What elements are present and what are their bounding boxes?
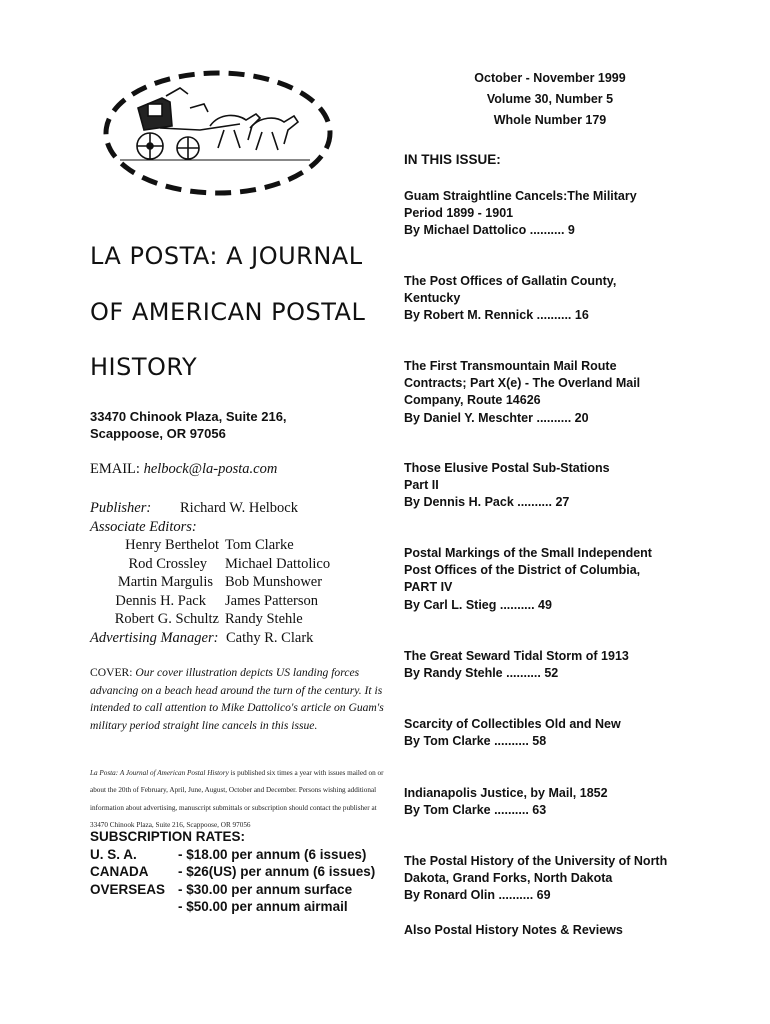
toc-line: Contracts; Part X(e) - The Overland Mail <box>404 376 641 391</box>
toc-entry[interactable] <box>404 853 704 905</box>
toc-entry[interactable] <box>404 545 704 614</box>
editor-name: Tom Clarke <box>225 537 294 553</box>
editor-name: Henry Berthelot <box>125 537 219 553</box>
editor-name: Michael Dattolico <box>225 555 331 572</box>
editor-name: Bob Munshower <box>225 574 323 590</box>
toc-entry[interactable] <box>404 648 704 682</box>
toc-line: Part II <box>404 478 439 493</box>
editor-name: Dennis H. Pack <box>115 592 206 609</box>
staff-listing <box>90 499 390 649</box>
cover-text: Our cover illustration depicts US landing forces advancing on a beach head around the turn of the century. It is intended to call attention to Mike Dattolico's article on Guam's military period straight line cancels in this issue. <box>90 666 384 733</box>
advertising-manager-label: Advertising Manager: <box>90 629 219 646</box>
toc-line: By Dennis H. Pack .......... 27 <box>404 495 570 510</box>
editor-name: Rod Crossley <box>128 555 207 572</box>
subscription-rates <box>90 828 390 918</box>
issue-volume: Volume 30, Number 5 <box>486 92 614 106</box>
toc-line: By Michael Dattolico .......... 9 <box>404 223 575 238</box>
publisher-label: Publisher: <box>90 500 152 516</box>
email-link[interactable]: helbock@la-posta.com <box>143 461 278 477</box>
toc-line: By Randy Stehle .......... 52 <box>404 666 559 681</box>
journal-title-line-2: OF AMERICAN POSTAL <box>90 298 366 326</box>
toc-entry[interactable] <box>404 358 704 427</box>
toc-line: Indianapolis Justice, by Mail, 1852 <box>404 786 608 800</box>
toc-line: The Postal History of the University of North <box>404 854 668 868</box>
toc-line: The Great Seward Tidal Storm of 1913 <box>404 649 629 663</box>
toc-entry[interactable] <box>404 188 704 240</box>
publication-notice-text: is published six times a year with issues mailed on or about the 20th of February, April, June, August, October and December. Persons wishing additional information about advertising, manuscript submittals or subscription should contact the publisher at 33470 Chinook Plaza, Suite 216, Scappoose, OR 97056 <box>90 769 384 830</box>
email-line <box>90 461 277 478</box>
toc-line: The First Transmountain Mail Route <box>404 359 617 373</box>
rate-value: - $30.00 per annum surface <box>178 881 353 897</box>
associate-editors-label: Associate Editors: <box>90 518 197 535</box>
editor-name: Robert G. Schultz <box>114 611 219 627</box>
toc-line: By Ronard Olin .......... 69 <box>404 888 551 903</box>
rate-region: OVERSEAS <box>90 881 166 897</box>
cover-note <box>90 664 390 735</box>
rate-region: U. S. A. <box>90 846 137 862</box>
toc-entry[interactable] <box>404 922 704 939</box>
stagecoach-icon <box>120 88 310 160</box>
toc-line: By Tom Clarke .......... 63 <box>404 803 547 818</box>
email-label: EMAIL: <box>90 461 144 477</box>
toc-line: Post Offices of the District of Columbia, <box>404 563 641 578</box>
toc-line: Dakota, Grand Forks, North Dakota <box>404 871 613 886</box>
publication-notice <box>90 765 386 835</box>
journal-name: La Posta: A Journal of American Postal History <box>90 769 229 777</box>
toc-entry[interactable] <box>404 716 704 750</box>
subscription-heading: SUBSCRIPTION RATES: <box>90 829 246 844</box>
toc-line: Period 1899 - 1901 <box>404 206 514 221</box>
editor-name: James Patterson <box>225 592 319 609</box>
address-line-2: Scappoose, OR 97056 <box>90 426 226 441</box>
in-this-issue-heading: IN THIS ISSUE: <box>404 152 501 167</box>
toc-line: By Carl L. Stieg .......... 49 <box>404 597 552 612</box>
stagecoach-logo <box>100 68 336 198</box>
toc-line: The Post Offices of Gallatin County, <box>404 274 617 288</box>
advertising-manager-name: Cathy R. Clark <box>226 629 314 646</box>
toc-line: Company, Route 14626 <box>404 393 541 408</box>
toc-entry[interactable] <box>404 273 704 325</box>
toc-line: By Robert M. Rennick .......... 16 <box>404 308 589 323</box>
issue-date: October - November 1999 <box>474 71 626 85</box>
toc-line: Guam Straightline Cancels:The Military <box>404 189 637 203</box>
toc-line: Also Postal History Notes & Reviews <box>404 923 623 937</box>
issue-whole-number: Whole Number 179 <box>493 113 607 127</box>
rate-value: - $18.00 per annum (6 issues) <box>178 846 367 862</box>
editor-name: Randy Stehle <box>225 611 303 627</box>
journal-title-line-1: LA POSTA: A JOURNAL <box>90 242 363 270</box>
toc-line: Postal Markings of the Small Independent <box>404 546 652 560</box>
rate-value: - $26(US) per annum (6 issues) <box>178 864 376 879</box>
rate-region: CANADA <box>90 864 149 879</box>
toc-line: Scarcity of Collectibles Old and New <box>404 717 621 731</box>
publisher-name: Richard W. Helbock <box>180 500 298 516</box>
journal-title-line-3: HISTORY <box>90 353 198 381</box>
address-line-1: 33470 Chinook Plaza, Suite 216, <box>90 409 287 424</box>
issue-header <box>400 68 700 131</box>
toc-line: Those Elusive Postal Sub-Stations <box>404 461 610 475</box>
toc-line: Kentucky <box>404 291 461 306</box>
toc-entry[interactable] <box>404 460 704 512</box>
cover-label: COVER: <box>90 666 136 679</box>
toc-entry[interactable] <box>404 785 704 819</box>
publisher-address <box>90 408 287 442</box>
rate-value: - $50.00 per annum airmail <box>178 899 348 914</box>
toc-line: By Daniel Y. Meschter .......... 20 <box>404 410 589 425</box>
toc-line: PART IV <box>404 580 453 595</box>
toc-line: By Tom Clarke .......... 58 <box>404 734 547 749</box>
editor-name: Martin Margulis <box>117 574 213 590</box>
